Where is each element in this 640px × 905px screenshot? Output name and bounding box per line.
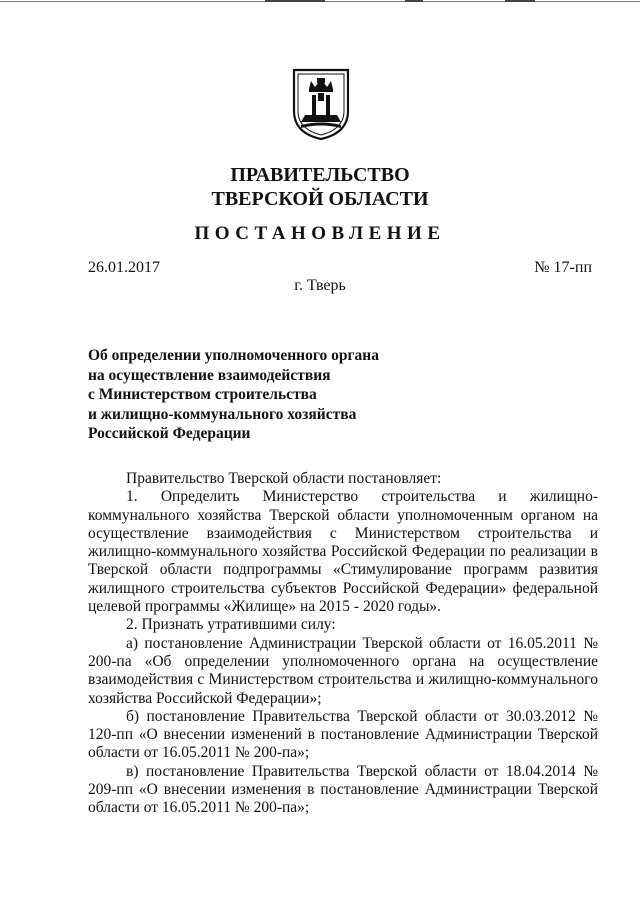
body-paragraph-a: а) постановление Администрации Тверской области от 16.05.2011 № 200-па «Об определении уполномоченного органа на осуществление взаимодействия с Министерством строительства и жилищно-коммунального хозяйства Российской Федерации»; [88,634,598,707]
subject-line: на осуществление взаимодействия [88,366,331,384]
document-type: ПОСТАНОВЛЕНИЕ [194,223,446,244]
document-city: г. Тверь [294,277,346,294]
subject-line: Российской Федерации [88,425,251,442]
body-paragraph-c: в) постановление Правительства Тверской области от 18.04.2014 № 209-пп «О внесении изменения в постановление Администрации Тверской области от 16.05.2011 № 200-па»; [88,762,598,817]
government-name [0,163,640,211]
body-paragraph-2: 2. Признать утратившими силу: [126,616,336,634]
document-number: № 17-пп [534,259,592,276]
scan-mark [405,0,423,2]
tver-coat-of-arms-icon [291,67,351,141]
scan-mark [265,0,325,2]
subject-line: с Министерством строительства [88,386,317,403]
document-subject [88,346,508,444]
document-body [88,470,598,818]
government-name-line1: ПРАВИТЕЛЬСТВО [230,164,410,186]
subject-line: и жилищно-коммунального хозяйства [88,405,357,423]
scan-mark [505,0,535,2]
body-paragraph-b: б) постановление Правительства Тверской области от 30.03.2012 № 120-пп «О внесении изменений в постановление Администрации Тверской области от 16.05.2011 № 200-па»; [88,707,598,762]
government-name-line2: ТВЕРСКОЙ ОБЛАСТИ [211,188,429,210]
document-date: 26.01.2017 [88,259,160,276]
subject-line: Об определении уполномоченного органа [88,347,379,364]
body-paragraph-1: 1. Определить Министерство строительства и жилищно-коммунального хозяйства Тверской области уполномоченным органом на осуществление взаимодействия с Министерством строительства и жилищно-коммунального хозяйства Российской Федерации по реализации в Тверской области подпрограммы «Стимулирование программ развития жилищного строительства субъектов Российской Федерации» федеральной целевой программы «Жилище» на 2015 - 2020 годы». [88,488,598,616]
body-intro: Правительство Тверской области постановляет: [126,470,442,487]
